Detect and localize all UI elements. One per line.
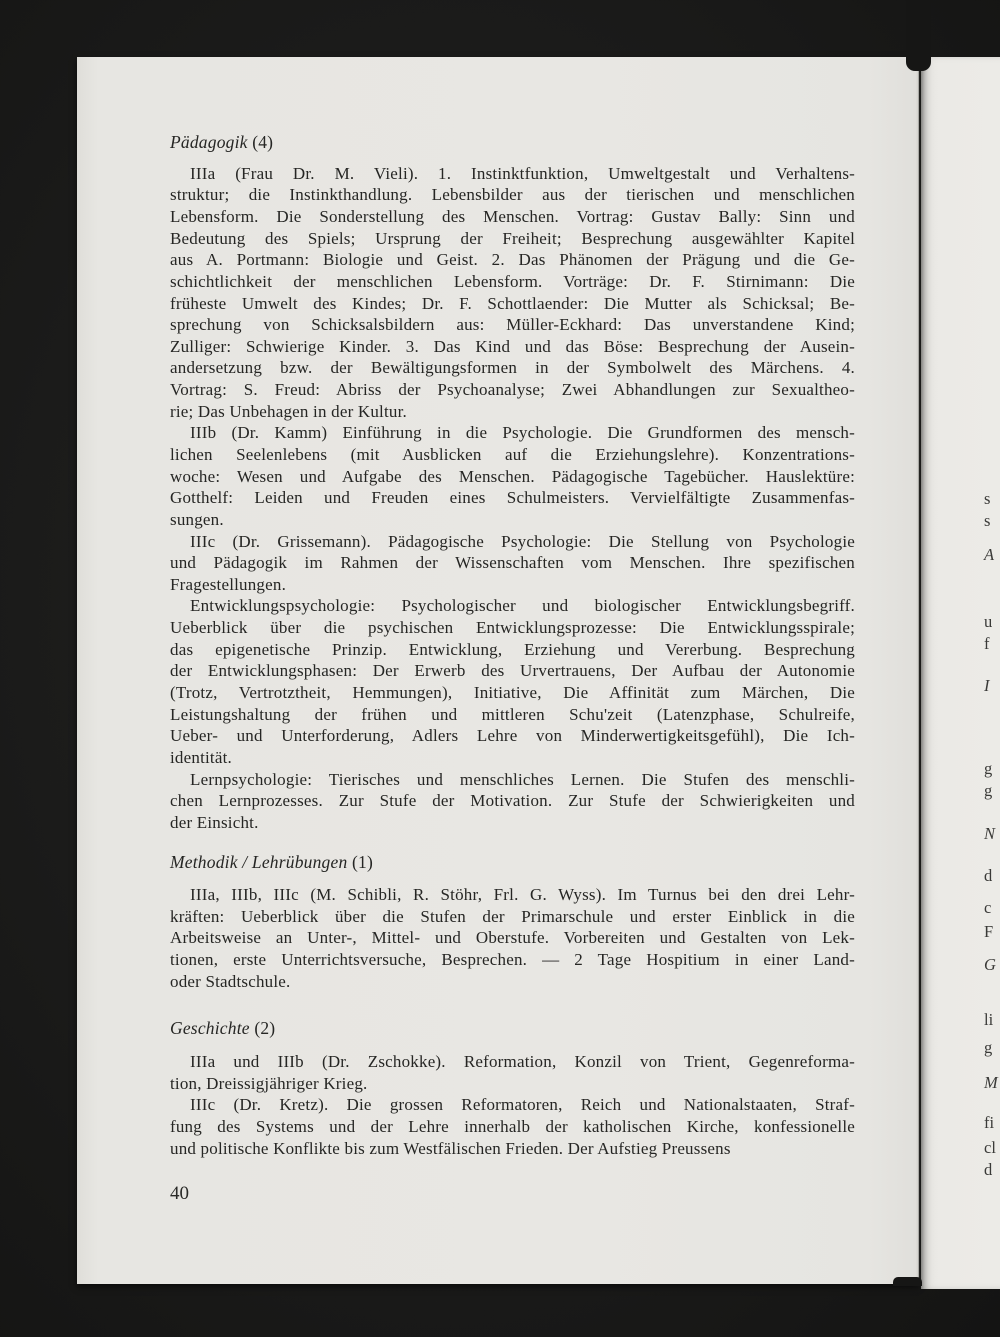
adjacent-page-text-fragment: F xyxy=(984,922,994,941)
heading-hours-count: (1) xyxy=(347,851,374,872)
paragraph xyxy=(170,595,855,768)
text-line: IIIa, IIIb, IIIc (M. Schibli, R. Stöhr, Frl. G. Wyss). Im Turnus bei den drei Lehr- xyxy=(190,885,855,905)
text-line: und politische Konflikte bis zum Westfälischen Frieden. Der Aufstieg Preussens xyxy=(170,1138,731,1158)
section-heading xyxy=(170,1018,855,1040)
adjacent-page-text-fragment: I xyxy=(984,676,990,695)
text-line: Ueber- und Unterforderung, Adlers Lehre von Minderwertigkeitsgefühl), Die Ich- xyxy=(170,726,855,746)
text-line: fung des Systems und der Lehre innerhalb der katholischen Kirche, konfessionelle xyxy=(170,1116,855,1136)
text-line: Entwicklungspsychologie: Psychologischer und biologischer Entwicklungsbegriff. xyxy=(190,596,855,616)
text-line: der Einsicht. xyxy=(170,812,259,832)
text-line: Fragestellungen. xyxy=(170,574,287,594)
text-line: struktur; die Instinkthandlung. Lebensbilder aus der tierischen und menschlichen xyxy=(170,185,855,205)
book-page xyxy=(77,57,919,1284)
text-line: Zulliger: Schwierige Kinder. 3. Das Kind und das Böse: Besprechung der Ausein- xyxy=(170,336,855,356)
text-line: lichen Seelenlebens (mit Ausblicken auf die Erziehungslehre). Konzentrations- xyxy=(170,444,855,464)
adjacent-page-text-fragment: M xyxy=(984,1073,998,1092)
text-line: tionen, erste Unterrichtsversuche, Besprechen. — 2 Tage Hospitium in einer Land- xyxy=(170,950,855,970)
text-line: sungen. xyxy=(170,509,224,529)
adjacent-page-text-fragment: N xyxy=(984,824,996,843)
text-line: das epigenetische Prinzip. Entwicklung, Erziehung und Vererbung. Besprechung xyxy=(170,639,855,659)
adjacent-page-text-fragment: d xyxy=(984,866,993,885)
heading-title: Pädagogik xyxy=(170,132,248,152)
text-line: und Pädagogik im Rahmen der Wissenschaften vom Menschen. Ihre spezifischen xyxy=(170,553,855,573)
heading-hours-count: (2) xyxy=(249,1018,276,1039)
text-line: IIIa (Frau Dr. M. Vieli). 1. Instinktfunktion, Umweltgestalt und Verhaltens- xyxy=(190,163,855,183)
text-line: identität. xyxy=(170,747,232,767)
text-line: Vortrag: S. Freud: Abriss der Psychoanalyse; Zwei Abhandlungen zur Sexualtheo- xyxy=(170,380,855,400)
adjacent-page-text-fragment: s xyxy=(984,489,991,508)
adjacent-page-text-fragment: fi xyxy=(984,1113,995,1132)
adjacent-page-text-fragment: c xyxy=(984,898,992,917)
book-gutter-crease xyxy=(918,57,921,1286)
text-line: chen Lernprozesses. Zur Stufe der Motivation. Zur Stufe der Schwierigkeiten und xyxy=(170,791,855,811)
text-line: aus A. Portmann: Biologie und Geist. 2. Das Phänomen der Prägung und die Ge- xyxy=(170,250,855,270)
adjacent-page-edge xyxy=(921,57,1000,1289)
section-heading xyxy=(170,852,855,874)
text-line: Lernpsychologie: Tierisches und menschliches Lernen. Die Stufen des menschli- xyxy=(190,769,855,789)
adjacent-page-text-fragment: G xyxy=(984,955,996,974)
text-line: Gotthelf: Leiden und Freuden eines Schulmeisters. Vervielfältigte Zusammenfas- xyxy=(170,488,855,508)
paragraph xyxy=(170,163,855,423)
heading-title: Geschichte xyxy=(170,1018,250,1039)
adjacent-page-text-fragment: d xyxy=(984,1160,993,1179)
text-line: der Entwicklungsphasen: Der Erwerb des Urvertrauens, Der Aufbau der Autonomie xyxy=(170,661,855,681)
text-line: rie; Das Unbehagen in der Kultur. xyxy=(170,401,407,421)
text-line: Bedeutung des Spiels; Ursprung der Freiheit; Besprechung ausgewählter Kapitel xyxy=(170,228,855,248)
text-line: sprechung von Schicksalsbildern aus: Müller-Eckhard: Das unverstandene Kind; xyxy=(170,315,855,335)
adjacent-page-text-fragment: g xyxy=(984,781,993,800)
text-line: andersetzung bzw. der Bewältigungsformen in der Symbolwelt des Märchens. 4. xyxy=(170,358,855,378)
text-line: IIIb (Dr. Kamm) Einführung in die Psychologie. Die Grundformen des mensch- xyxy=(190,423,855,443)
page-content xyxy=(170,57,855,1159)
paragraph xyxy=(170,531,855,596)
text-line: Arbeitsweise an Unter-, Mittel- und Oberstufe. Vorbereiten und Gestalten von Lek- xyxy=(170,928,855,948)
section-heading xyxy=(170,132,855,154)
text-line: Lebensform. Die Sonderstellung des Menschen. Vortrag: Gustav Bally: Sinn und xyxy=(170,206,855,226)
paragraph xyxy=(170,422,855,530)
text-line: tion, Dreissigjähriger Krieg. xyxy=(170,1073,368,1093)
text-line: kräften: Ueberblick über die Stufen der Primarschule und erster Einblick in die xyxy=(170,906,855,926)
page-number: 40 xyxy=(170,1183,189,1204)
paragraph xyxy=(170,769,855,834)
adjacent-page-text-fragment: g xyxy=(984,1038,993,1057)
text-line: Ueberblick über die psychischen Entwicklungsprozesse: Die Entwicklungsspirale; xyxy=(170,618,855,638)
gutter-shadow-top xyxy=(906,0,931,71)
text-line: (Trotz, Vertrotztheit, Hemmungen), Initiative, Die Affinität zum Märchen, Die xyxy=(170,683,855,703)
text-line: Leistungshaltung der frühen und mittleren Schu'zeit (Latenzphase, Schulreife, xyxy=(170,704,855,724)
heading-title: Methodik / Lehrübungen xyxy=(170,851,348,872)
adjacent-page-text-fragment: g xyxy=(984,759,993,778)
paragraph xyxy=(170,884,855,992)
text-line: IIIc (Dr. Grissemann). Pädagogische Psychologie: Die Stellung von Psychologie xyxy=(190,531,855,551)
text-line: schichtlichkeit der menschlichen Lebensform. Vorträge: Dr. F. Stirnimann: Die xyxy=(170,271,855,291)
heading-hours-count: (4) xyxy=(247,132,274,152)
adjacent-page-text-fragment: s xyxy=(984,511,991,530)
paragraph xyxy=(170,1094,855,1159)
text-line: oder Stadtschule. xyxy=(170,971,291,991)
adjacent-page-text-fragment: u xyxy=(984,612,993,631)
adjacent-page-text-fragment: f xyxy=(984,634,990,653)
text-line: woche: Wesen und Aufgabe des Menschen. Pädagogische Tagebücher. Hauslektüre: xyxy=(170,466,855,486)
text-line: früheste Umwelt des Kindes; Dr. F. Schottlaender: Die Mutter als Schicksal; Be- xyxy=(170,293,855,313)
text-line: IIIa und IIIb (Dr. Zschokke). Reformation, Konzil von Trient, Gegenreforma- xyxy=(190,1052,855,1072)
gutter-shadow-bottom xyxy=(893,1277,922,1286)
adjacent-page-text-fragment: cl xyxy=(984,1138,996,1157)
paragraph xyxy=(170,1051,855,1094)
adjacent-page-text-fragment: li xyxy=(984,1010,994,1029)
adjacent-page-text-fragment: A xyxy=(984,545,995,564)
text-line: IIIc (Dr. Kretz). Die grossen Reformatoren, Reich und Nationalstaaten, Straf- xyxy=(190,1095,855,1115)
